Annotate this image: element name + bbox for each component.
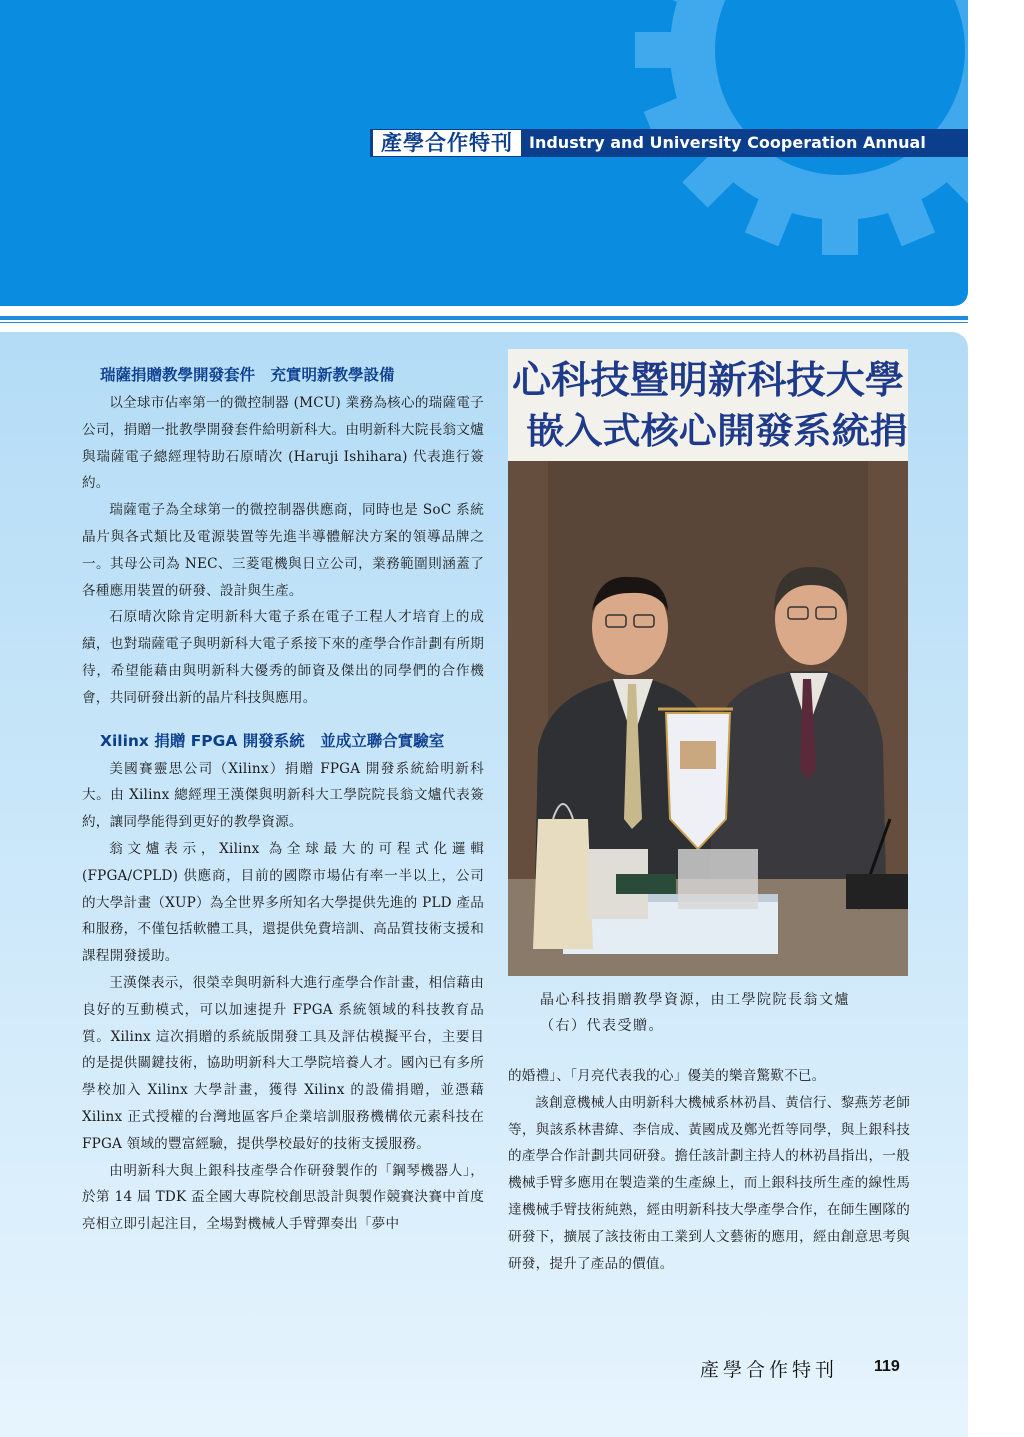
paragraph: 該創意機械人由明新科大機械系林礽昌、黃信行、黎燕芳老師等，與該系林書緯、李信成、黃國成及鄭光哲等同學，與上銀科技的產學合作計劃共同研發。擔任該計劃主持人的林礽昌指出，一般機械手臂多應用在製造業的生產線上，而上銀科技所生產的線性馬達機械手臂技術純熟，經由明新科技大學產學合作，在師生團隊的研發下，擴展了該技術由工業到人文藝術的應用，經由創意思考與研發，提升了產品的價值。 (508, 1094, 910, 1272)
paragraph: 美國賽靈思公司（Xilinx）捐贈 FPGA 開發系統給明新科大。由 Xilinx 總經理王漢傑與明新科大工學院院長翁文爐代表簽約，讓同學能得到更好的教學資源。 (82, 760, 484, 831)
paragraph: 以全球市佔率第一的微控制器 (MCU) 業務為核心的瑞薩電子公司，捐贈一批教學開發套件給明新科大。由明新科大院長翁文爐與瑞薩電子總經理特助石原晴次 (Haruji Ishihara) 代表進行簽約。 (82, 395, 484, 492)
header-divider-thin (0, 322, 968, 323)
right-column (508, 1063, 910, 1277)
left-column (82, 360, 484, 1238)
photo-banner-line1: 心科技暨明新科技大學 (512, 357, 904, 402)
paragraph: 瑞薩電子為全球第一的微控制器供應商，同時也是 SoC 系統晶片與各式類比及電源裝置等先進半導體解決方案的領導品牌之一。其母公司為 NEC、三菱電機與日立公司，業務範圍則涵蓋了各種應用裝置的研發、設計與生產。 (82, 502, 484, 599)
footer-journal-title: 產學合作特刊 (700, 1359, 839, 1381)
article-heading-xilinx: Xilinx 捐贈 FPGA 開發系統 並成立聯合實驗室 (100, 731, 445, 750)
photo-caption: 晶心科技捐贈教學資源，由工學院院長翁文爐（右）代表受贈。 (540, 992, 850, 1034)
paragraph: 的婚禮」、「月亮代表我的心」優美的樂音驚歎不已。 (508, 1068, 826, 1084)
journal-title-en: Industry and University Cooperation Annual (529, 133, 926, 152)
paragraph: 由明新科大與上銀科技產學合作研發製作的「鋼琴機器人」，於第 14 屆 TDK 盃全國大專院校創思設計與製作競賽決賽中首度亮相立即引起注目，全場對機械人手臂彈奏出「夢中 (82, 1162, 484, 1233)
article-heading-renesas: 瑞薩捐贈教學開發套件 充實明新教學設備 (100, 366, 395, 384)
paragraph: 王漢傑表示，很榮幸與明新科大進行產學合作計畫，相信藉由良好的互動模式，可以加速提升 FPGA 系統領域的科技教育品質。Xilinx 這次捐贈的系統版開發工具及評估模擬平台，主要目的是提供關鍵技術，協助明新科大工學院培養人才。國內已有多所學校加入 Xilinx 大學計畫，獲得 Xilinx 的設備捐贈，並憑藉 Xilinx 正式授權的台灣地區客戶企業培訓服務機構依元素科技在 FPGA 領域的豐富經驗，提供學校最好的技術支援服務。 (82, 974, 484, 1152)
journal-title-zh: 產學合作特刊 (373, 130, 521, 156)
header-divider (0, 316, 968, 320)
photo-banner-line2: 嵌入式核心開發系統捐 (526, 410, 908, 452)
event-photo (508, 349, 908, 976)
paragraph: 石原晴次除肯定明新科大電子系在電子工程人才培育上的成績，也對瑞薩電子與明新科大電子系接下來的產學合作計劃有所期待，希望能藉由與明新科大優秀的師資及傑出的同學們的合作機會，共同研發出新的晶片科技與應用。 (82, 609, 484, 706)
paragraph: 翁文爐表示，Xilinx 為全球最大的可程式化邏輯 (FPGA/CPLD) 供應商，目前的國際市場佔有率一半以上，公司的大學計畫（XUP）為全世界多所知名大學提供先進的 PLD 產品和服務，不僅包括軟體工具，還提供免費培訓、高品質技術支援和課程開發援助。 (82, 840, 484, 965)
page-number: 119 (874, 1358, 900, 1375)
